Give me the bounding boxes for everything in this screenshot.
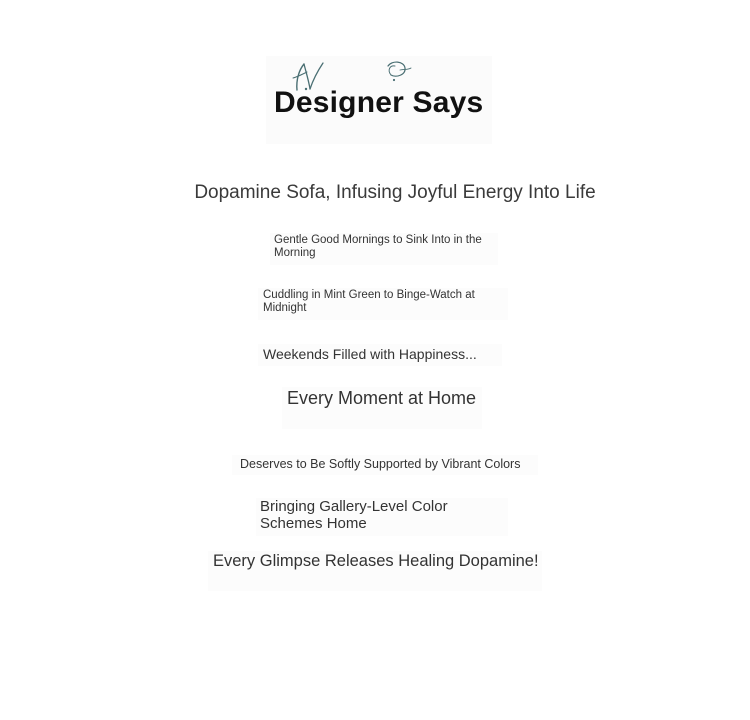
text-line: Bringing Gallery-Level Color Schemes Home xyxy=(256,498,508,536)
page-title: Designer Says xyxy=(274,86,484,119)
text-line: Cuddling in Mint Green to Binge-Watch at Midnight xyxy=(258,288,508,320)
text-line: Every Moment at Home xyxy=(282,387,482,429)
title-block xyxy=(266,56,492,144)
text-line: Weekends Filled with Happiness... xyxy=(258,344,502,366)
text-line: Deserves to Be Softly Supported by Vibrant Colors xyxy=(232,455,538,475)
article-headline: Dopamine Sofa, Infusing Joyful Energy Into Life xyxy=(194,182,596,203)
text-line: Gentle Good Mornings to Sink Into in the Morning xyxy=(270,233,498,265)
text-line: Every Glimpse Releases Healing Dopamine! xyxy=(208,551,542,591)
